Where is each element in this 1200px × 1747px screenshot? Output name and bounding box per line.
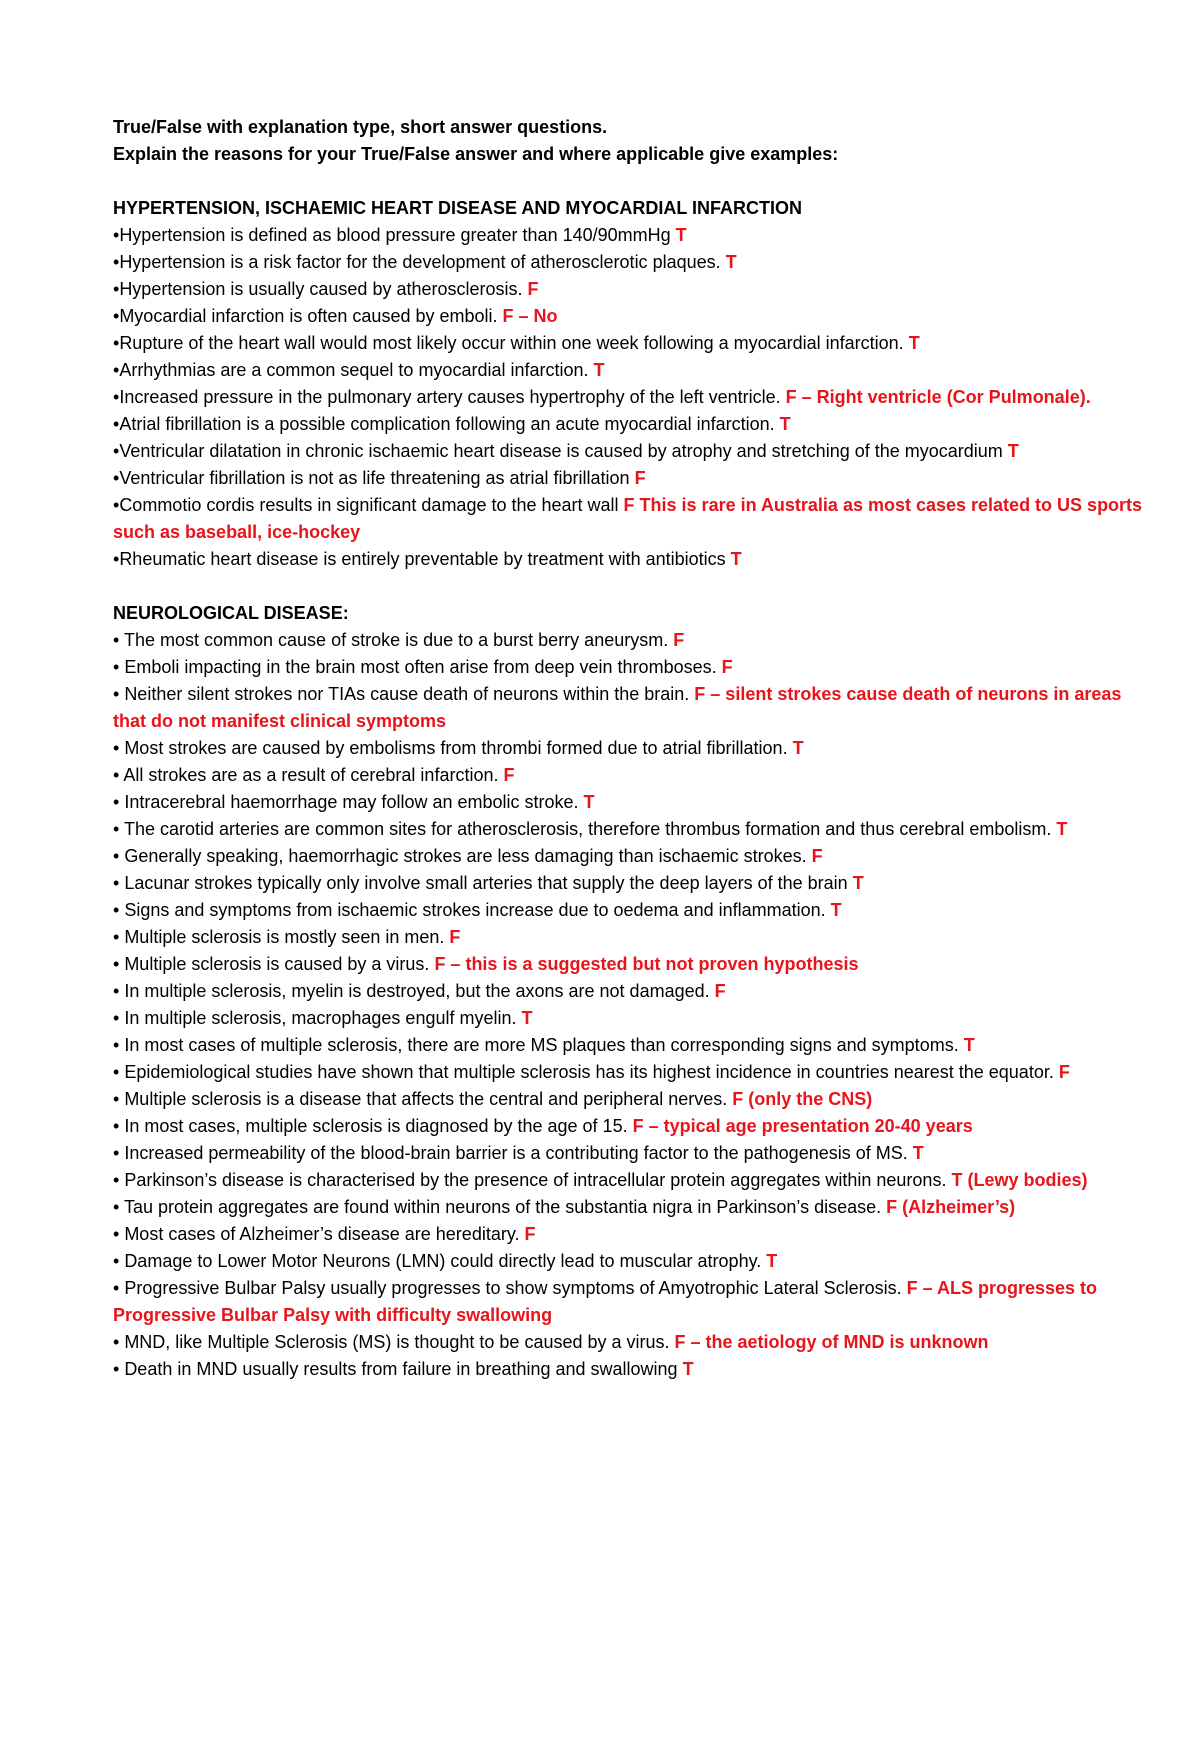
answer: F — [714, 981, 726, 1001]
answer: T — [682, 1359, 694, 1379]
bullet: • — [113, 1224, 125, 1244]
answer: T — [521, 1008, 533, 1028]
bullet: • — [113, 306, 120, 326]
question-item — [113, 546, 1143, 573]
question-text: Epidemiological studies have shown that multiple sclerosis has its highest incidence in countries nearest the equator. — [124, 1062, 1059, 1082]
question-text: Increased pressure in the pulmonary artery causes hypertrophy of the left ventricle. — [119, 387, 786, 407]
bullet: • — [113, 927, 125, 947]
question-item — [113, 978, 1143, 1005]
bullet: • — [113, 441, 120, 461]
question-item — [113, 438, 1143, 465]
question-text: Damage to Lower Motor Neurons (LMN) could directly lead to muscular atrophy. — [124, 1251, 767, 1271]
bullet: • — [113, 1062, 125, 1082]
answer: F — [527, 279, 539, 299]
question-item — [113, 1329, 1143, 1356]
answer: F – Right ventricle (Cor Pulmonale). — [785, 387, 1091, 407]
spacer — [113, 573, 1143, 600]
question-item — [113, 357, 1143, 384]
question-item — [113, 1005, 1143, 1032]
question-text: Tau protein aggregates are found within neurons of the substantia nigra in Parkinson’s disease. — [123, 1197, 887, 1217]
question-text: Lacunar strokes typically only involve small arteries that supply the deep layers of the brain — [124, 873, 853, 893]
answer: F – silent strokes cause death of neurons in areas that do not manifest clinical symptoms — [113, 684, 1122, 731]
question-text: Generally speaking, haemorrhagic strokes are less damaging than ischaemic strokes. — [124, 846, 812, 866]
question-text: Parkinson’s disease is characterised by the presence of intracellular protein aggregates within neurons. — [124, 1170, 952, 1190]
bullet: • — [113, 1170, 125, 1190]
question-text: All strokes are as a result of cerebral infarction. — [123, 765, 504, 785]
document-page — [113, 114, 1143, 1383]
question-item — [113, 1356, 1143, 1383]
question-item — [113, 1113, 1143, 1140]
question-text: Death in MND usually results from failure in breathing and swallowing — [124, 1359, 683, 1379]
question-item — [113, 762, 1143, 789]
bullet: • — [113, 252, 120, 272]
question-text: Arrhythmias are a common sequel to myocardial infarction. — [119, 360, 594, 380]
question-item — [113, 411, 1143, 438]
spacer — [113, 168, 1143, 195]
question-text: Rheumatic heart disease is entirely preventable by treatment with antibiotics — [119, 549, 731, 569]
answer: T — [725, 252, 737, 272]
answer: T — [912, 1143, 924, 1163]
question-text: Hypertension is usually caused by atherosclerosis. — [119, 279, 528, 299]
question-text: Multiple sclerosis is mostly seen in men. — [124, 927, 450, 947]
bullet: • — [113, 1116, 125, 1136]
question-text: Commotio cordis results in significant damage to the heart wall — [119, 495, 624, 515]
bullet: • — [113, 900, 125, 920]
question-item — [113, 1059, 1143, 1086]
answer: F (Alzheimer’s) — [886, 1197, 1016, 1217]
question-text: Myocardial infarction is often caused by emboli. — [119, 306, 503, 326]
question-item — [113, 789, 1143, 816]
answer: F — [524, 1224, 536, 1244]
question-text: In multiple sclerosis, macrophages engulf myelin. — [124, 1008, 522, 1028]
question-item — [113, 384, 1143, 411]
bullet: • — [113, 360, 120, 380]
question-text: Increased permeability of the blood-brain barrier is a contributing factor to the pathogenesis of MS. — [124, 1143, 913, 1163]
section-heading: HYPERTENSION, ISCHAEMIC HEART DISEASE AND MYOCARDIAL INFARCTION — [113, 198, 803, 218]
question-item — [113, 1032, 1143, 1059]
bullet: • — [113, 630, 124, 650]
bullet: • — [113, 846, 125, 866]
question-item — [113, 627, 1143, 654]
answer: T — [852, 873, 864, 893]
bullet: • — [113, 873, 125, 893]
bullet: • — [113, 1251, 125, 1271]
question-text: Intracerebral haemorrhage may follow an embolic stroke. — [124, 792, 584, 812]
bullet: • — [113, 981, 125, 1001]
answer: T — [593, 360, 605, 380]
question-item — [113, 465, 1143, 492]
sections-container — [113, 195, 1143, 1383]
answer: T — [583, 792, 595, 812]
bullet: • — [113, 549, 120, 569]
question-text: In most cases of multiple sclerosis, there are more MS plaques than corresponding signs and symptoms. — [124, 1035, 964, 1055]
answer: F – the aetiology of MND is unknown — [674, 1332, 989, 1352]
question-item — [113, 1140, 1143, 1167]
bullet: • — [113, 468, 120, 488]
question-text: Multiple sclerosis is caused by a virus. — [124, 954, 435, 974]
answer: T — [792, 738, 804, 758]
answer: T — [766, 1251, 778, 1271]
question-item — [113, 1086, 1143, 1113]
answer: F — [503, 765, 515, 785]
answer: F This is rare in Australia as most cases related to US sports such as baseball, ice-hockey — [113, 495, 1143, 542]
bullet: • — [113, 225, 120, 245]
answer: F — [634, 468, 646, 488]
answer: F – No — [502, 306, 558, 326]
question-item — [113, 681, 1143, 735]
bullet: • — [113, 1143, 125, 1163]
question-text: Ventricular dilatation in chronic ischaemic heart disease is caused by atrophy and stretching of the myocardium — [119, 441, 1008, 461]
bullet: • — [113, 738, 125, 758]
bullet: • — [113, 1035, 125, 1055]
answer: T — [1056, 819, 1068, 839]
question-text: Ventricular fibrillation is not as life threatening as atrial fibrillation — [119, 468, 635, 488]
intro-line-1: True/False with explanation type, short answer questions. — [113, 117, 608, 137]
bullet: • — [113, 495, 120, 515]
bullet: • — [113, 387, 120, 407]
question-item — [113, 492, 1143, 546]
answer: T — [908, 333, 920, 353]
question-item — [113, 897, 1143, 924]
bullet: • — [113, 1332, 125, 1352]
section — [113, 600, 1143, 1383]
bullet: • — [113, 414, 120, 434]
question-text: Hypertension is defined as blood pressure greater than 140/90mmHg — [119, 225, 676, 245]
question-text: Rupture of the heart wall would most likely occur within one week following a myocardial infarction. — [119, 333, 909, 353]
question-text: Most strokes are caused by embolisms from thrombi formed due to atrial fibrillation. — [124, 738, 793, 758]
question-item — [113, 249, 1143, 276]
question-text: MND, like Multiple Sclerosis (MS) is thought to be caused by a virus. — [124, 1332, 675, 1352]
answer: T — [675, 225, 687, 245]
bullet: • — [113, 1089, 125, 1109]
answer: F – this is a suggested but not proven hypothesis — [434, 954, 859, 974]
bullet: • — [113, 279, 120, 299]
answer: F (only the CNS) — [732, 1089, 873, 1109]
bullet: • — [113, 819, 124, 839]
bullet: • — [113, 657, 125, 677]
question-text: Neither silent strokes nor TIAs cause death of neurons within the brain. — [124, 684, 695, 704]
question-item — [113, 303, 1143, 330]
bullet: • — [113, 765, 124, 785]
question-item — [113, 1167, 1143, 1194]
question-item — [113, 1221, 1143, 1248]
bullet: • — [113, 684, 125, 704]
answer: F — [449, 927, 461, 947]
question-item — [113, 330, 1143, 357]
question-item — [113, 1275, 1143, 1329]
question-text: Hypertension is a risk factor for the development of atherosclerotic plaques. — [119, 252, 726, 272]
answer: F — [811, 846, 823, 866]
answer: T — [779, 414, 791, 434]
question-text: The carotid arteries are common sites for atherosclerosis, therefore thrombus formation and thus cerebral embolism. — [123, 819, 1057, 839]
question-item — [113, 924, 1143, 951]
question-item — [113, 654, 1143, 681]
question-item — [113, 222, 1143, 249]
answer: F – typical age presentation 20-40 years — [632, 1116, 973, 1136]
question-text: Most cases of Alzheimer’s disease are hereditary. — [124, 1224, 525, 1244]
answer: T (Lewy bodies) — [951, 1170, 1088, 1190]
question-item — [113, 843, 1143, 870]
bullet: • — [113, 1359, 125, 1379]
question-text: Atrial fibrillation is a possible complication following an acute myocardial infarction. — [119, 414, 780, 434]
question-text: Multiple sclerosis is a disease that affects the central and peripheral nerves. — [124, 1089, 733, 1109]
question-item — [113, 735, 1143, 762]
bullet: • — [113, 792, 125, 812]
question-item — [113, 870, 1143, 897]
question-text: The most common cause of stroke is due to a burst berry aneurysm. — [123, 630, 674, 650]
question-item — [113, 276, 1143, 303]
question-item — [113, 1194, 1143, 1221]
bullet: • — [113, 333, 120, 353]
answer: F – ALS progresses to Progressive Bulbar Palsy with difficulty swallowing — [113, 1278, 1098, 1325]
answer: T — [730, 549, 742, 569]
question-item — [113, 816, 1143, 843]
bullet: • — [113, 1278, 125, 1298]
question-text: Emboli impacting in the brain most often arise from deep vein thromboses. — [124, 657, 722, 677]
section-heading: NEUROLOGICAL DISEASE: — [113, 603, 349, 623]
question-item — [113, 951, 1143, 978]
answer: F — [1058, 1062, 1070, 1082]
question-item — [113, 1248, 1143, 1275]
bullet: • — [113, 1197, 124, 1217]
bullet: • — [113, 1008, 125, 1028]
question-text: In most cases, multiple sclerosis is diagnosed by the age of 15. — [124, 1116, 633, 1136]
intro-line-2: Explain the reasons for your True/False answer and where applicable give examples: — [113, 144, 839, 164]
question-text: Signs and symptoms from ischaemic strokes increase due to oedema and inflammation. — [124, 900, 831, 920]
answer: F — [673, 630, 685, 650]
answer: T — [830, 900, 842, 920]
bullet: • — [113, 954, 125, 974]
answer: F — [721, 657, 733, 677]
question-text: In multiple sclerosis, myelin is destroyed, but the axons are not damaged. — [124, 981, 715, 1001]
answer: T — [1007, 441, 1019, 461]
question-text: Progressive Bulbar Palsy usually progresses to show symptoms of Amyotrophic Lateral Sclerosis. — [124, 1278, 907, 1298]
section — [113, 195, 1143, 573]
answer: T — [963, 1035, 975, 1055]
